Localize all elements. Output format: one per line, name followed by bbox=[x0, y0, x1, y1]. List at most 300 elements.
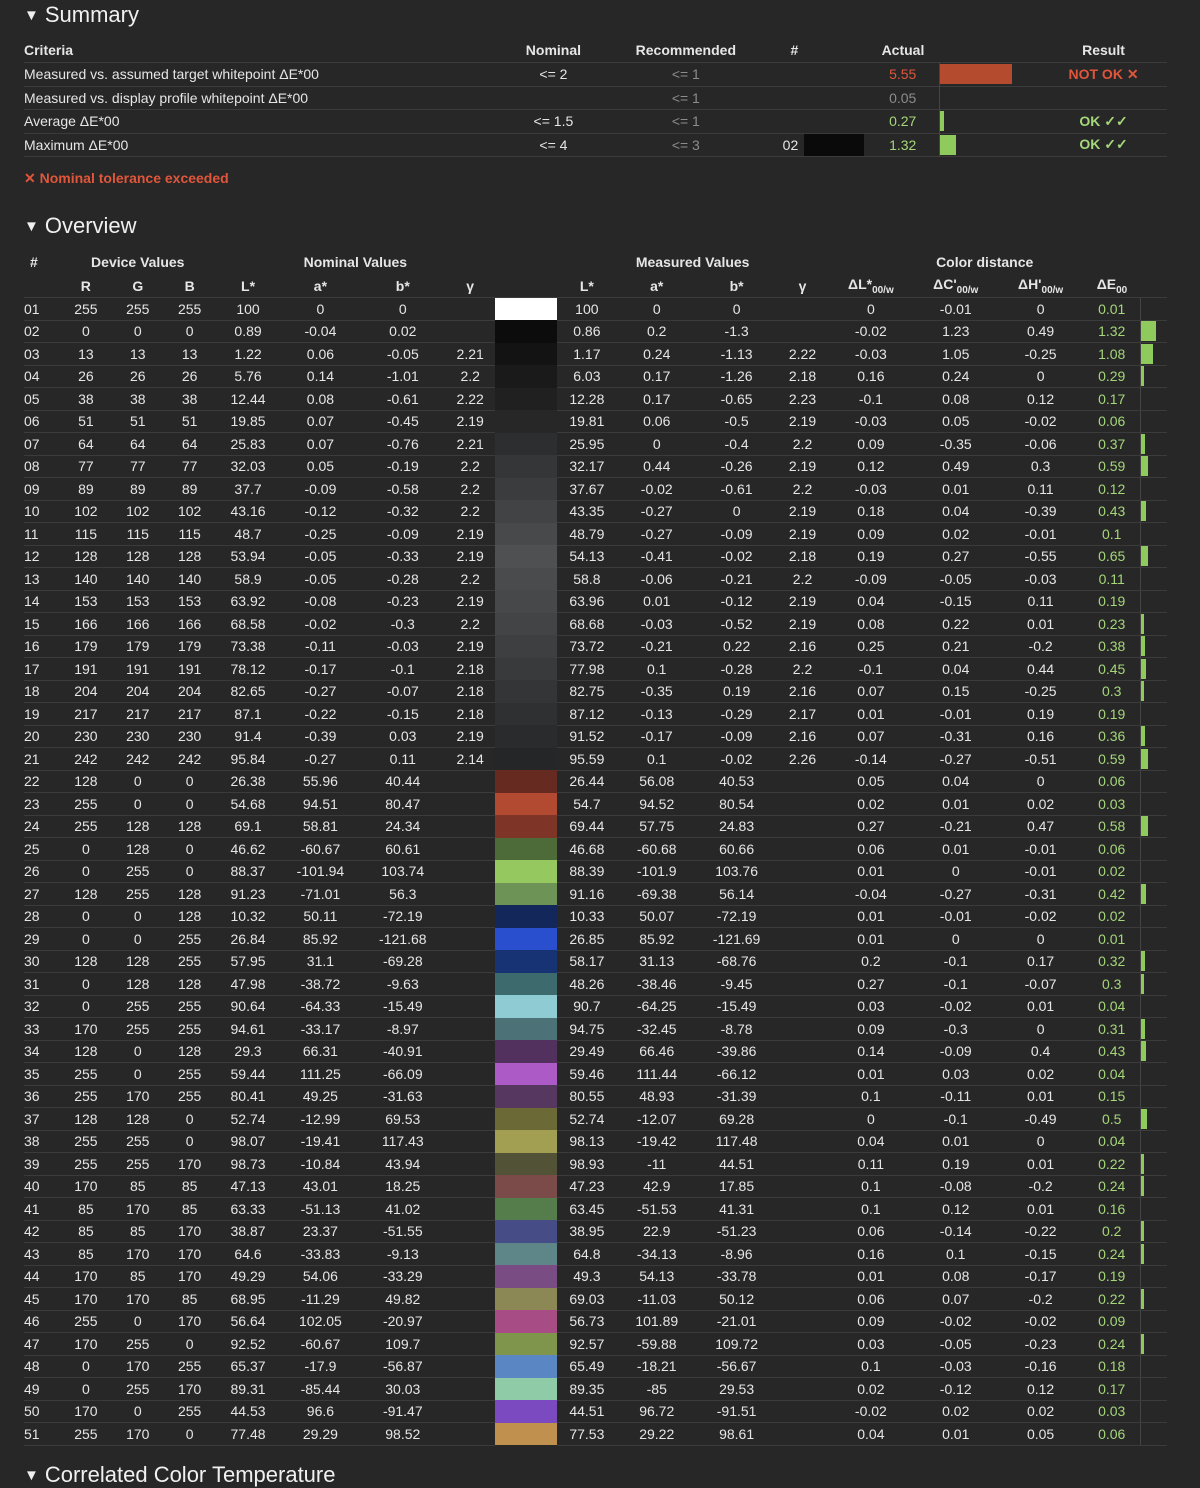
delta-c-cell: 0.01 bbox=[913, 838, 998, 861]
nominal-gamma-cell: 2.2 bbox=[445, 613, 495, 636]
measured-b-cell: -8.78 bbox=[697, 1018, 777, 1041]
delta-e-bar-cell bbox=[1141, 343, 1167, 366]
delta-e-bar bbox=[1141, 546, 1148, 566]
measured-a-cell: -0.02 bbox=[617, 478, 697, 501]
delta-e-bar-cell bbox=[1141, 298, 1167, 321]
nominal-a-cell: 23.37 bbox=[280, 1220, 360, 1243]
r-cell: 102 bbox=[60, 500, 112, 523]
delta-e-bar-cell bbox=[1141, 883, 1167, 906]
r-cell: 0 bbox=[60, 1378, 112, 1401]
delta-e-bar-cell bbox=[1141, 860, 1167, 883]
g-cell: 128 bbox=[112, 973, 164, 996]
measured-gamma-cell: 2.2 bbox=[777, 568, 829, 591]
delta-l-cell: 0.06 bbox=[828, 1220, 913, 1243]
delta-l-cell: 0.01 bbox=[828, 905, 913, 928]
delta-c-cell: 0.24 bbox=[913, 365, 998, 388]
r-cell: 128 bbox=[60, 770, 112, 793]
measured-b-cell: 60.66 bbox=[697, 838, 777, 861]
device-values-header: Device Values bbox=[91, 254, 185, 270]
measured-gamma-cell bbox=[777, 1175, 829, 1198]
delta-l-cell: 0.27 bbox=[828, 815, 913, 838]
overview-row bbox=[24, 1288, 1167, 1311]
delta-l-cell: 0.19 bbox=[828, 545, 913, 568]
delta-h-cell: 0.01 bbox=[998, 1085, 1083, 1108]
nominal-l-cell: 47.13 bbox=[216, 1175, 281, 1198]
criteria-cell: Measured vs. display profile whitepoint ΔE*00 bbox=[24, 86, 493, 110]
b-cell: 0 bbox=[164, 1130, 216, 1153]
summary-section-header[interactable] bbox=[24, 2, 139, 28]
measured-gamma-cell bbox=[777, 995, 829, 1018]
num-header: # bbox=[790, 42, 799, 58]
delta-c-cell: -0.01 bbox=[913, 298, 998, 321]
recommended-cell: <= 1 bbox=[613, 86, 758, 110]
r-cell: 0 bbox=[60, 973, 112, 996]
delta-l-cell: 0.11 bbox=[828, 1153, 913, 1176]
nominal-b-cell: 30.03 bbox=[360, 1378, 445, 1401]
measured-l-cell: 52.74 bbox=[557, 1108, 617, 1131]
delta-h-cell: 0 bbox=[998, 365, 1083, 388]
delta-e-cell: 0.03 bbox=[1083, 1400, 1141, 1423]
measured-a-cell: -59.88 bbox=[617, 1333, 697, 1356]
index-cell: 35 bbox=[24, 1063, 60, 1086]
delta-c-cell: 0.12 bbox=[913, 1198, 998, 1221]
delta-c-cell: -0.21 bbox=[913, 815, 998, 838]
swatch-cell bbox=[495, 838, 557, 861]
swatch-cell bbox=[495, 1265, 557, 1288]
summary-row bbox=[24, 63, 1167, 87]
swatch-cell bbox=[804, 63, 866, 87]
b-cell: 255 bbox=[164, 1063, 216, 1086]
delta-e-bar-cell bbox=[1141, 545, 1167, 568]
nominal-a-cell: -0.09 bbox=[280, 478, 360, 501]
nominal-a-cell: 31.1 bbox=[280, 950, 360, 973]
g-cell: 255 bbox=[112, 995, 164, 1018]
measured-gamma-cell bbox=[777, 1400, 829, 1423]
swatch-cell bbox=[495, 613, 557, 636]
index-cell: 49 bbox=[24, 1378, 60, 1401]
measured-b-cell: -56.67 bbox=[697, 1355, 777, 1378]
r-cell: 0 bbox=[60, 860, 112, 883]
b-cell: 77 bbox=[164, 455, 216, 478]
measured-l-cell: 43.35 bbox=[557, 500, 617, 523]
b-cell: 170 bbox=[164, 1265, 216, 1288]
delta-c-cell: -0.31 bbox=[913, 725, 998, 748]
b-cell: 13 bbox=[164, 343, 216, 366]
g-cell: 170 bbox=[112, 1355, 164, 1378]
delta-l-cell: -0.03 bbox=[828, 410, 913, 433]
nominal-l-cell: 43.16 bbox=[216, 500, 281, 523]
measured-b-cell: 24.83 bbox=[697, 815, 777, 838]
nominal-l-cell: 100 bbox=[216, 298, 281, 321]
nominal-a-cell: -19.41 bbox=[280, 1130, 360, 1153]
r-cell: 128 bbox=[60, 883, 112, 906]
index-cell: 12 bbox=[24, 545, 60, 568]
color-swatch bbox=[804, 134, 864, 156]
nominal-a-cell: 0 bbox=[280, 298, 360, 321]
measured-a-cell: -69.38 bbox=[617, 883, 697, 906]
measured-a-cell: -0.35 bbox=[617, 680, 697, 703]
nominal-gamma-cell bbox=[445, 883, 495, 906]
nominal-b-cell: -9.13 bbox=[360, 1243, 445, 1266]
b-cell: 242 bbox=[164, 748, 216, 771]
tolerance-message: ✕ Nominal tolerance exceeded bbox=[24, 170, 229, 186]
measured-b-cell: 0 bbox=[697, 298, 777, 321]
measured-b-cell: -121.69 bbox=[697, 928, 777, 951]
b-cell: 255 bbox=[164, 298, 216, 321]
measured-a-cell: -64.25 bbox=[617, 995, 697, 1018]
measured-b-cell: 29.53 bbox=[697, 1378, 777, 1401]
measured-l-cell: 88.39 bbox=[557, 860, 617, 883]
nominal-l-cell: 73.38 bbox=[216, 635, 281, 658]
delta-l-cell: 0.1 bbox=[828, 1355, 913, 1378]
measured-gamma-cell bbox=[777, 1153, 829, 1176]
b-cell: 191 bbox=[164, 658, 216, 681]
measured-values-header: Measured Values bbox=[635, 254, 750, 270]
delta-l-cell: 0.06 bbox=[828, 838, 913, 861]
measured-a-cell: 31.13 bbox=[617, 950, 697, 973]
cct-section-header[interactable] bbox=[24, 1462, 335, 1488]
nominal-b-cell: -56.87 bbox=[360, 1355, 445, 1378]
delta-h-cell: 0 bbox=[998, 1130, 1083, 1153]
nominal-gamma-cell bbox=[445, 1400, 495, 1423]
measured-a-cell: 29.22 bbox=[617, 1423, 697, 1446]
overview-row bbox=[24, 703, 1167, 726]
delta-l-cell: -0.02 bbox=[828, 1400, 913, 1423]
measured-l-cell: 94.75 bbox=[557, 1018, 617, 1041]
delta-l-cell: 0.1 bbox=[828, 1175, 913, 1198]
nominal-a-cell: 50.11 bbox=[280, 905, 360, 928]
nominal-gamma-cell: 2.14 bbox=[445, 748, 495, 771]
nominal-gamma-cell bbox=[445, 950, 495, 973]
nominal-a-cell: -0.17 bbox=[280, 658, 360, 681]
r-cell: 217 bbox=[60, 703, 112, 726]
measured-gamma-cell: 2.16 bbox=[777, 680, 829, 703]
delta-c-cell: -0.05 bbox=[913, 1333, 998, 1356]
nominal-l-cell: 44.53 bbox=[216, 1400, 281, 1423]
delta-e-cell: 0.04 bbox=[1083, 1063, 1141, 1086]
delta-l-cell: 0.09 bbox=[828, 1310, 913, 1333]
measured-gamma-cell: 2.19 bbox=[777, 613, 829, 636]
g-cell: 0 bbox=[112, 320, 164, 343]
measured-l-cell: 6.03 bbox=[557, 365, 617, 388]
delta-l-cell: -0.03 bbox=[828, 478, 913, 501]
measured-l-cell: 89.35 bbox=[557, 1378, 617, 1401]
actual-bar bbox=[940, 64, 1012, 84]
delta-e-bar-cell bbox=[1141, 1198, 1167, 1221]
nominal-a-cell: 54.06 bbox=[280, 1265, 360, 1288]
summary-row bbox=[24, 110, 1167, 134]
b-cell: 85 bbox=[164, 1175, 216, 1198]
delta-e-cell: 0.43 bbox=[1083, 500, 1141, 523]
delta-c-cell: 0.02 bbox=[913, 523, 998, 546]
nominal-l-cell: 5.76 bbox=[216, 365, 281, 388]
delta-h-cell: -0.55 bbox=[998, 545, 1083, 568]
delta-e-bar-cell bbox=[1141, 1175, 1167, 1198]
measured-a-cell: -0.27 bbox=[617, 500, 697, 523]
nominal-a-cell: 0.07 bbox=[280, 433, 360, 456]
nominal-cell bbox=[493, 86, 613, 110]
measured-a-cell: 0.2 bbox=[617, 320, 697, 343]
delta-h-cell: -0.03 bbox=[998, 568, 1083, 591]
nominal-gamma-cell bbox=[445, 1108, 495, 1131]
g-cell: 255 bbox=[112, 1333, 164, 1356]
measured-l-cell: 98.13 bbox=[557, 1130, 617, 1153]
delta-e-cell: 0.2 bbox=[1083, 1220, 1141, 1243]
measured-b-cell: -51.23 bbox=[697, 1220, 777, 1243]
nominal-a-cell: -0.25 bbox=[280, 523, 360, 546]
delta-h-cell: 0.3 bbox=[998, 455, 1083, 478]
measured-a-cell: -18.21 bbox=[617, 1355, 697, 1378]
b-cell: 128 bbox=[164, 883, 216, 906]
criteria-cell: Measured vs. assumed target whitepoint ΔE*00 bbox=[24, 63, 493, 87]
overview-row bbox=[24, 343, 1167, 366]
nominal-gamma-cell bbox=[445, 1288, 495, 1311]
measured-l-cell: 69.44 bbox=[557, 815, 617, 838]
measured-l-cell: 90.7 bbox=[557, 995, 617, 1018]
measured-gamma-cell bbox=[777, 298, 829, 321]
measured-gamma-cell: 2.18 bbox=[777, 545, 829, 568]
swatch-cell bbox=[495, 545, 557, 568]
overview-row bbox=[24, 1265, 1167, 1288]
r-cell: 0 bbox=[60, 1355, 112, 1378]
index-cell: 03 bbox=[24, 343, 60, 366]
delta-c-cell: -0.3 bbox=[913, 1018, 998, 1041]
index-cell: 15 bbox=[24, 613, 60, 636]
measured-b-cell: 109.72 bbox=[697, 1333, 777, 1356]
nominal-b-cell: -0.28 bbox=[360, 568, 445, 591]
delta-e-cell: 0.24 bbox=[1083, 1175, 1141, 1198]
measured-gamma-cell bbox=[777, 793, 829, 816]
index-cell: 50 bbox=[24, 1400, 60, 1423]
delta-c-cell: 0.08 bbox=[913, 1265, 998, 1288]
measured-gamma-cell bbox=[777, 1423, 829, 1446]
nominal-cell: <= 2 bbox=[493, 63, 613, 87]
nominal-l-cell: 98.07 bbox=[216, 1130, 281, 1153]
delta-e-bar-cell bbox=[1141, 725, 1167, 748]
nominal-l-cell: 46.62 bbox=[216, 838, 281, 861]
measured-a-cell: 57.75 bbox=[617, 815, 697, 838]
nominal-gamma-cell bbox=[445, 1018, 495, 1041]
measured-gamma-cell: 2.2 bbox=[777, 433, 829, 456]
delta-h-cell: -0.2 bbox=[998, 1288, 1083, 1311]
delta-c-cell: 0.21 bbox=[913, 635, 998, 658]
swatch-cell bbox=[495, 635, 557, 658]
nominal-b-cell: -0.05 bbox=[360, 343, 445, 366]
index-cell: 01 bbox=[24, 298, 60, 321]
nominal-a-cell: 0.07 bbox=[280, 410, 360, 433]
delta-c-cell: 0.04 bbox=[913, 770, 998, 793]
nominal-gamma-cell bbox=[445, 973, 495, 996]
measured-gamma-cell: 2.19 bbox=[777, 455, 829, 478]
delta-e-bar bbox=[1141, 726, 1145, 746]
swatch-cell bbox=[495, 500, 557, 523]
measured-a-cell: -11.03 bbox=[617, 1288, 697, 1311]
measured-b-cell: -31.39 bbox=[697, 1085, 777, 1108]
index-cell: 41 bbox=[24, 1198, 60, 1221]
measured-b-cell: -0.52 bbox=[697, 613, 777, 636]
delta-c-cell: 0.22 bbox=[913, 613, 998, 636]
delta-e-bar-cell bbox=[1141, 1378, 1167, 1401]
nominal-l-cell: 38.87 bbox=[216, 1220, 281, 1243]
overview-section-header[interactable] bbox=[24, 213, 137, 239]
swatch-header bbox=[804, 38, 866, 63]
r-cell: 191 bbox=[60, 658, 112, 681]
measured-a-cell: 85.92 bbox=[617, 928, 697, 951]
swatch-cell bbox=[495, 725, 557, 748]
index-cell: 10 bbox=[24, 500, 60, 523]
g-cell: 255 bbox=[112, 860, 164, 883]
measured-l-cell: 91.52 bbox=[557, 725, 617, 748]
swatch-cell bbox=[495, 1400, 557, 1423]
nominal-l-cell: 58.9 bbox=[216, 568, 281, 591]
measured-gamma-cell bbox=[777, 1220, 829, 1243]
measured-b-cell: 69.28 bbox=[697, 1108, 777, 1131]
collapse-triangle-icon: ▼ bbox=[24, 217, 39, 235]
delta-c-cell: 0.1 bbox=[913, 1243, 998, 1266]
recommended-cell: <= 1 bbox=[613, 110, 758, 134]
overview-row bbox=[24, 1130, 1167, 1153]
nominal-b-cell: 41.02 bbox=[360, 1198, 445, 1221]
swatch-cell bbox=[495, 1175, 557, 1198]
overview-row bbox=[24, 500, 1167, 523]
measured-b-cell: 44.51 bbox=[697, 1153, 777, 1176]
nominal-gamma-cell bbox=[445, 905, 495, 928]
delta-l-cell: 0.07 bbox=[828, 680, 913, 703]
delta-c-cell: -0.1 bbox=[913, 973, 998, 996]
delta-h-cell: 0.47 bbox=[998, 815, 1083, 838]
swatch-cell bbox=[495, 950, 557, 973]
g-cell: 255 bbox=[112, 1130, 164, 1153]
delta-c-cell: 0.02 bbox=[913, 1400, 998, 1423]
delta-c-cell: -0.11 bbox=[913, 1085, 998, 1108]
nominal-gamma-cell bbox=[445, 1423, 495, 1446]
delta-h-cell: 0.12 bbox=[998, 388, 1083, 411]
measured-l-cell: 82.75 bbox=[557, 680, 617, 703]
delta-e-bar-cell bbox=[1141, 995, 1167, 1018]
b-cell: 255 bbox=[164, 950, 216, 973]
overview-row bbox=[24, 950, 1167, 973]
delta-e-bar-cell bbox=[1141, 1220, 1167, 1243]
measured-a-cell: -11 bbox=[617, 1153, 697, 1176]
r-cell: 230 bbox=[60, 725, 112, 748]
r-cell: 77 bbox=[60, 455, 112, 478]
measured-gamma-cell bbox=[777, 320, 829, 343]
g-cell: 170 bbox=[112, 1243, 164, 1266]
b-cell: 170 bbox=[164, 1220, 216, 1243]
nominal-a-cell: -38.72 bbox=[280, 973, 360, 996]
measured-l-cell: 54.7 bbox=[557, 793, 617, 816]
overview-row bbox=[24, 973, 1167, 996]
delta-e-cell: 0.02 bbox=[1083, 905, 1141, 928]
measured-b-cell: -39.86 bbox=[697, 1040, 777, 1063]
delta-l-cell: 0.05 bbox=[828, 770, 913, 793]
nominal-gamma-cell: 2.18 bbox=[445, 703, 495, 726]
r-cell: 0 bbox=[60, 995, 112, 1018]
delta-l-cell: 0.12 bbox=[828, 455, 913, 478]
delta-l-cell: 0.09 bbox=[828, 433, 913, 456]
index-header: # bbox=[30, 254, 38, 270]
measured-l-cell: 56.73 bbox=[557, 1310, 617, 1333]
r-cell: 170 bbox=[60, 1288, 112, 1311]
delta-h-cell: 0 bbox=[998, 298, 1083, 321]
delta-e-bar bbox=[1141, 974, 1144, 994]
overview-row bbox=[24, 815, 1167, 838]
nominal-b-cell: 103.74 bbox=[360, 860, 445, 883]
delta-e-cell: 0.22 bbox=[1083, 1288, 1141, 1311]
overview-row bbox=[24, 320, 1167, 343]
measured-gamma-cell bbox=[777, 883, 829, 906]
measured-a-cell: -38.46 bbox=[617, 973, 697, 996]
swatch-cell bbox=[495, 1423, 557, 1446]
swatch-cell bbox=[495, 478, 557, 501]
nominal-l-cell: 94.61 bbox=[216, 1018, 281, 1041]
nominal-gamma-cell bbox=[445, 1153, 495, 1176]
nominal-a-cell: 102.05 bbox=[280, 1310, 360, 1333]
b-cell: 166 bbox=[164, 613, 216, 636]
nominal-gamma-cell bbox=[445, 770, 495, 793]
index-cell: 44 bbox=[24, 1265, 60, 1288]
r-cell: 0 bbox=[60, 320, 112, 343]
delta-l-cell: 0.01 bbox=[828, 1063, 913, 1086]
actual-bar-cell bbox=[940, 133, 1040, 157]
index-cell: 39 bbox=[24, 1153, 60, 1176]
nominal-b-cell: -0.45 bbox=[360, 410, 445, 433]
b-cell: 140 bbox=[164, 568, 216, 591]
index-cell: 22 bbox=[24, 770, 60, 793]
measured-l-cell: 47.23 bbox=[557, 1175, 617, 1198]
delta-h-cell: 0.16 bbox=[998, 725, 1083, 748]
index-cell: 30 bbox=[24, 950, 60, 973]
nominal-l-cell: 37.7 bbox=[216, 478, 281, 501]
index-cell: 23 bbox=[24, 793, 60, 816]
index-cell: 31 bbox=[24, 973, 60, 996]
delta-c-cell: 0.01 bbox=[913, 1423, 998, 1446]
delta-c-cell: 1.23 bbox=[913, 320, 998, 343]
delta-l-cell: -0.04 bbox=[828, 883, 913, 906]
nominal-l-cell: 69.1 bbox=[216, 815, 281, 838]
b-cell: 153 bbox=[164, 590, 216, 613]
delta-c-cell: -0.27 bbox=[913, 748, 998, 771]
overview-row bbox=[24, 725, 1167, 748]
b-cell: 85 bbox=[164, 1198, 216, 1221]
index-cell: 32 bbox=[24, 995, 60, 1018]
measured-gamma-cell bbox=[777, 1198, 829, 1221]
delta-e-cell: 0.19 bbox=[1083, 590, 1141, 613]
delta-e-bar-cell bbox=[1141, 1063, 1167, 1086]
b-cell: 0 bbox=[164, 838, 216, 861]
recommended-cell: <= 3 bbox=[613, 133, 758, 157]
measured-gamma-cell bbox=[777, 1243, 829, 1266]
delta-e-bar-cell bbox=[1141, 1400, 1167, 1423]
r-cell: 128 bbox=[60, 1040, 112, 1063]
b-cell: 89 bbox=[164, 478, 216, 501]
nominal-b-cell: 24.34 bbox=[360, 815, 445, 838]
index-cell: 27 bbox=[24, 883, 60, 906]
nominal-a-cell: 66.31 bbox=[280, 1040, 360, 1063]
patch-number-cell: 02 bbox=[758, 133, 804, 157]
measured-gamma-cell bbox=[777, 1265, 829, 1288]
nominal-l-cell: 26.84 bbox=[216, 928, 281, 951]
swatch-cell bbox=[495, 995, 557, 1018]
r-cell: 153 bbox=[60, 590, 112, 613]
r-cell: 140 bbox=[60, 568, 112, 591]
overview-row bbox=[24, 365, 1167, 388]
delta-h-cell: -0.49 bbox=[998, 1108, 1083, 1131]
index-cell: 17 bbox=[24, 658, 60, 681]
measured-gamma-cell bbox=[777, 1378, 829, 1401]
measured-a-cell: 0.17 bbox=[617, 365, 697, 388]
delta-e-cell: 0.15 bbox=[1083, 1085, 1141, 1108]
